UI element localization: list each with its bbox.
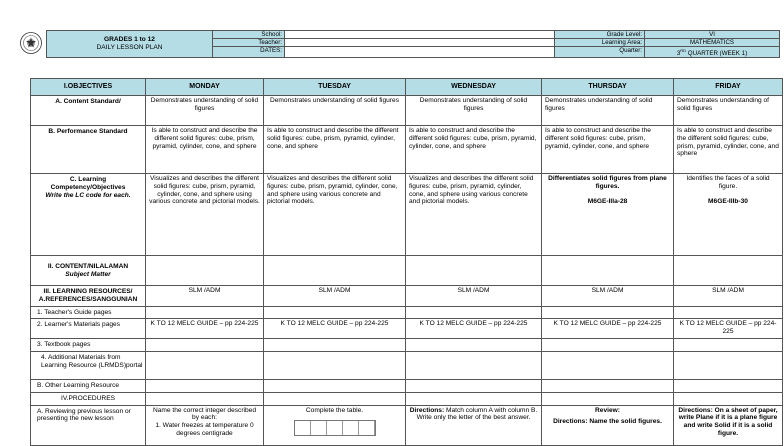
content-thursday[interactable] bbox=[542, 256, 674, 286]
content-label bbox=[31, 256, 146, 286]
col-friday: FRIDAY bbox=[674, 79, 783, 96]
review-thursday-directions: Directions: Name the solid figures. bbox=[553, 418, 662, 426]
resources-wednesday: SLM /ADM bbox=[406, 286, 542, 307]
other-tuesday[interactable] bbox=[264, 380, 406, 393]
quarter-label: Quarter: bbox=[555, 47, 645, 58]
textbook-label: 3. Textbook pages bbox=[31, 339, 146, 352]
resources-row bbox=[31, 286, 783, 307]
learners-materials-label: 2. Learner's Materials pages bbox=[31, 319, 146, 339]
learning-competency-label-note: Write the LC code for each. bbox=[45, 191, 131, 199]
review-label: A. Reviewing previous lesson or presenting the new lesson bbox=[31, 405, 146, 445]
procedures-row bbox=[31, 392, 783, 405]
learning-competency-thursday bbox=[542, 174, 674, 256]
review-tuesday-text: Complete the table. bbox=[305, 406, 364, 414]
learners-materials-tuesday: K TO 12 MELC GUIDE – pp 224-225 bbox=[264, 319, 406, 339]
dates-label: DATES: bbox=[213, 47, 285, 58]
quarter-sup: RD bbox=[680, 48, 687, 53]
learning-competency-tuesday: Visualizes and describes the different solid figures: cube, prism, pyramid, cylinder, cone, and sphere using various concrete and pictorial models. bbox=[264, 174, 406, 256]
resources-thursday: SLM /ADM bbox=[542, 286, 674, 307]
col-tuesday: TUESDAY bbox=[264, 79, 406, 96]
procedures-friday bbox=[674, 392, 783, 405]
content-tuesday[interactable] bbox=[264, 256, 406, 286]
review-row bbox=[31, 405, 783, 445]
col-wednesday: WEDNESDAY bbox=[406, 79, 542, 96]
textbook-wednesday[interactable] bbox=[406, 339, 542, 352]
teacher-label: Teacher: bbox=[213, 39, 285, 47]
other-wednesday[interactable] bbox=[406, 380, 542, 393]
deped-seal bbox=[20, 32, 42, 54]
review-monday-line1: Name the correct integer described by each: bbox=[153, 406, 256, 422]
grade-level-value: VI bbox=[645, 31, 780, 39]
additional-thursday[interactable] bbox=[542, 352, 674, 380]
performance-standard-monday: Is able to construct and describe the different solid figures: cube, prism, pyramid, cylinder, cone, and sphere bbox=[146, 126, 264, 174]
other-monday[interactable] bbox=[146, 380, 264, 393]
quarter-value bbox=[645, 47, 780, 58]
textbook-thursday[interactable] bbox=[542, 339, 674, 352]
learning-competency-label-main: C. Learning Competency/Objectives bbox=[50, 176, 126, 191]
content-standard-label: A. Content Standard/ bbox=[31, 96, 146, 126]
additional-monday[interactable] bbox=[146, 352, 264, 380]
resources-monday: SLM /ADM bbox=[146, 286, 264, 307]
learning-competency-wednesday: Visualizes and describes the different solid figures: cube, prism, pyramid, cylinder, cone, and sphere using various concrete and pictorial models. bbox=[406, 174, 542, 256]
textbook-friday[interactable] bbox=[674, 339, 783, 352]
review-friday: Directions: On a sheet of paper, write Plane if it is a plane figure and write Solid if it is a solid figure. bbox=[674, 405, 783, 445]
additional-materials-label: 4. Additional Materials from Learning Resource (LRMDS)portal bbox=[31, 352, 146, 380]
thursday-competency-text: Differentiates solid figures from plane figures. bbox=[548, 175, 667, 190]
content-standard-tuesday: Demonstrates understanding of solid figures bbox=[264, 96, 406, 126]
additional-materials-row bbox=[31, 352, 783, 380]
review-monday bbox=[146, 405, 264, 445]
resources-tuesday: SLM /ADM bbox=[264, 286, 406, 307]
teacher-field[interactable] bbox=[285, 39, 555, 47]
resources-label-main: III. LEARNING RESOURCES/ bbox=[43, 288, 133, 295]
plan-title-line1: GRADES 1 to 12 bbox=[104, 36, 155, 44]
teachers-guide-row bbox=[31, 306, 783, 319]
review-monday-line2: 1. Water freezes at temperature 0 degrees centigrade bbox=[155, 422, 254, 437]
table-thumbnail bbox=[294, 420, 376, 436]
learners-materials-monday: K TO 12 MELC GUIDE – pp 224-225 bbox=[146, 319, 264, 339]
performance-standard-friday: Is able to construct and describe the different solid figures: cube, prism, pyramid, cylinder, cone, and sphere bbox=[674, 126, 783, 174]
col-thursday: THURSDAY bbox=[542, 79, 674, 96]
textbook-tuesday[interactable] bbox=[264, 339, 406, 352]
learners-materials-row bbox=[31, 319, 783, 339]
plan-title-line2: DAILY LESSON PLAN bbox=[96, 44, 163, 52]
performance-standard-wednesday: Is able to construct and describe the different solid figures: cube, prism, pyramid, cylinder, cone, and sphere bbox=[406, 126, 542, 174]
performance-standard-tuesday: Is able to construct and describe the different solid figures: cube, prism, pyramid, cylinder, cone, and sphere bbox=[264, 126, 406, 174]
dates-field[interactable] bbox=[285, 47, 555, 58]
school-label: School: bbox=[213, 31, 285, 39]
performance-standard-row bbox=[31, 126, 783, 174]
learning-competency-monday: Visualizes and describes the different solid figures: cube, prism, pyramid, cylinder, cone, and sphere using various concrete and pictorial models. bbox=[146, 174, 264, 256]
content-row bbox=[31, 256, 783, 286]
col-monday: MONDAY bbox=[146, 79, 264, 96]
teachers-guide-monday[interactable] bbox=[146, 306, 264, 319]
review-tuesday bbox=[264, 405, 406, 445]
procedures-wednesday bbox=[406, 392, 542, 405]
review-thursday-title: Review: bbox=[595, 406, 620, 414]
textbook-row bbox=[31, 339, 783, 352]
teachers-guide-thursday[interactable] bbox=[542, 306, 674, 319]
content-standard-monday: Demonstrates understanding of solid figures bbox=[146, 96, 264, 126]
teachers-guide-label: 1. Teacher's Guide pages bbox=[31, 306, 146, 319]
thursday-competency-code: M6GE-IIIa-28 bbox=[587, 197, 628, 205]
procedures-label: IV.PROCEDURES bbox=[31, 392, 146, 405]
performance-standard-thursday: Is able to construct and describe the different solid figures: cube, prism, pyramid, cylinder, cone, and sphere bbox=[542, 126, 674, 174]
content-label-main: II. CONTENT/NILALAMAN bbox=[47, 262, 129, 270]
other-resource-label: B. Other Learning Resource bbox=[31, 380, 146, 393]
friday-competency-text: Identifies the faces of a solid figure. bbox=[686, 175, 770, 190]
additional-friday[interactable] bbox=[674, 352, 783, 380]
procedures-tuesday bbox=[264, 392, 406, 405]
content-wednesday[interactable] bbox=[406, 256, 542, 286]
content-friday[interactable] bbox=[674, 256, 783, 286]
learning-area-label: Learning Area: bbox=[555, 39, 645, 47]
other-thursday[interactable] bbox=[542, 380, 674, 393]
learners-materials-friday: K TO 12 MELC GUIDE – pp 224-225 bbox=[674, 319, 783, 339]
content-standard-thursday: Demonstrates understanding of solid figures bbox=[542, 96, 674, 126]
learning-competency-row bbox=[31, 174, 783, 256]
learning-competency-friday bbox=[674, 174, 783, 256]
content-label-sub: Subject Matter bbox=[65, 270, 111, 278]
teachers-guide-wednesday[interactable] bbox=[406, 306, 542, 319]
other-resource-row bbox=[31, 380, 783, 393]
col-objectives: I.OBJECTIVES bbox=[31, 79, 146, 96]
review-thursday bbox=[542, 405, 674, 445]
content-monday[interactable] bbox=[146, 256, 264, 286]
column-header-row bbox=[31, 79, 783, 96]
performance-standard-label: B. Performance Standard bbox=[31, 126, 146, 174]
additional-tuesday[interactable] bbox=[264, 352, 406, 380]
grade-level-label: Grade Level: bbox=[555, 31, 645, 39]
content-standard-wednesday: Demonstrates understanding of solid figures bbox=[406, 96, 542, 126]
school-field[interactable] bbox=[285, 31, 555, 39]
plan-title bbox=[47, 31, 213, 58]
learners-materials-wednesday: K TO 12 MELC GUIDE – pp 224-225 bbox=[406, 319, 542, 339]
content-standard-friday: Demonstrates understanding of solid figures bbox=[674, 96, 783, 126]
quarter-rest: QUARTER (WEEK 1) bbox=[686, 50, 748, 58]
friday-competency-code: M6GE-IIIb-30 bbox=[708, 197, 748, 205]
review-wednesday-rest: Match column A with column B. Write only the letter of the best answer. bbox=[416, 406, 538, 422]
teachers-guide-friday[interactable] bbox=[674, 306, 783, 319]
learners-materials-thursday: K TO 12 MELC GUIDE – pp 224-225 bbox=[542, 319, 674, 339]
additional-wednesday[interactable] bbox=[406, 352, 542, 380]
resources-label bbox=[31, 286, 146, 307]
review-wednesday bbox=[406, 405, 542, 445]
header-table bbox=[46, 30, 780, 58]
teachers-guide-tuesday[interactable] bbox=[264, 306, 406, 319]
content-standard-row bbox=[31, 96, 783, 126]
procedures-monday bbox=[146, 392, 264, 405]
procedures-thursday bbox=[542, 392, 674, 405]
learning-area-value: MATHEMATICS bbox=[645, 39, 780, 47]
resources-friday: SLM /ADM bbox=[674, 286, 783, 307]
textbook-monday[interactable] bbox=[146, 339, 264, 352]
other-friday[interactable] bbox=[674, 380, 783, 393]
review-wednesday-bold: Directions: bbox=[409, 406, 445, 414]
lesson-plan-table bbox=[30, 78, 783, 446]
resources-label-sub: A.REFERENCES/SANGGUNIAN bbox=[38, 295, 138, 303]
quarter-num: 3 bbox=[676, 50, 681, 58]
learning-competency-label bbox=[31, 174, 146, 256]
